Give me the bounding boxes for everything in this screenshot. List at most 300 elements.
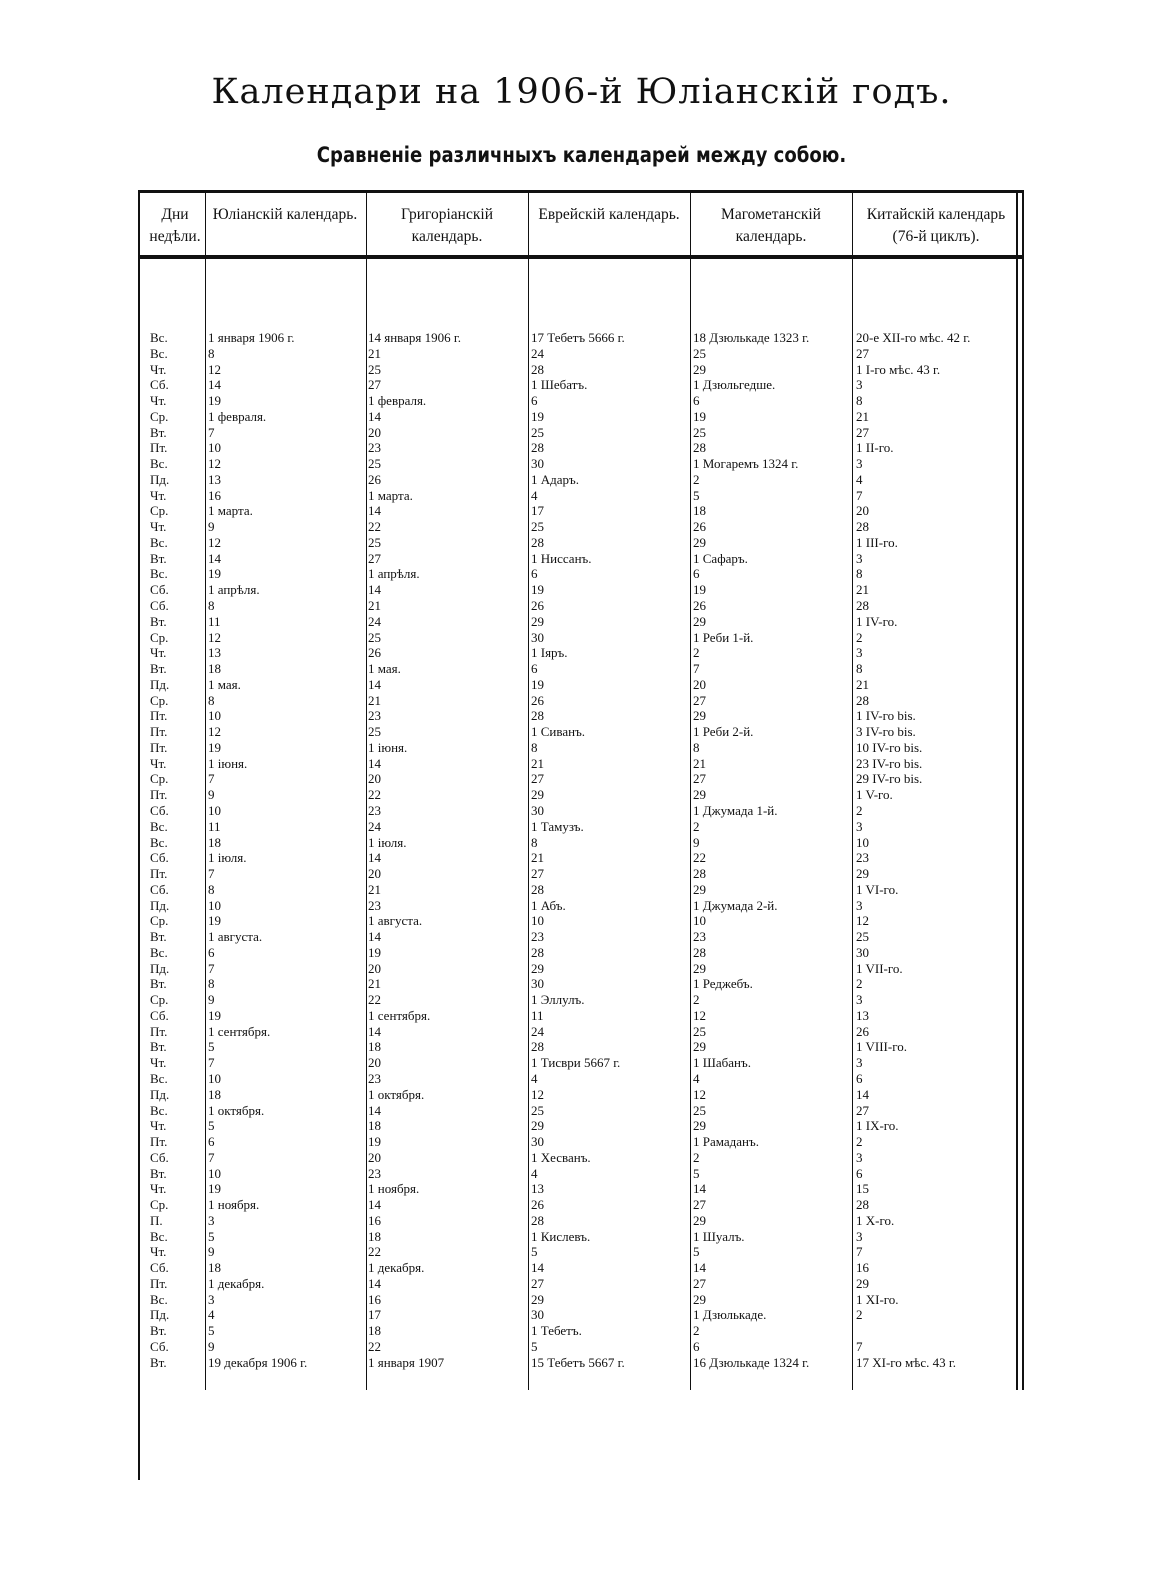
- cell-julian: 6: [208, 1134, 215, 1150]
- cell-chinese: 25: [856, 929, 869, 945]
- cell-chinese: 26: [856, 1023, 869, 1039]
- table-row: [138, 1323, 1028, 1339]
- cell-chinese: 21: [856, 676, 869, 692]
- cell-chinese: 3: [856, 897, 863, 913]
- cell-hebrew: 24: [531, 345, 544, 361]
- cell-weekday: Сб.: [150, 1260, 169, 1276]
- cell-chinese: 15: [856, 1181, 869, 1197]
- cell-julian: 5: [208, 1118, 215, 1134]
- cell-islamic: 2: [693, 992, 700, 1008]
- cell-chinese: 3: [856, 645, 863, 661]
- cell-hebrew: 17: [531, 503, 544, 519]
- cell-gregorian: 22: [368, 519, 381, 535]
- cell-julian: 10: [208, 1165, 221, 1181]
- cell-chinese: 16: [856, 1260, 869, 1276]
- cell-gregorian: 21: [368, 345, 381, 361]
- cell-islamic: 2: [693, 645, 700, 661]
- cell-hebrew: 26: [531, 598, 544, 614]
- cell-gregorian: 14: [368, 676, 381, 692]
- cell-julian: 1 октября.: [208, 1102, 265, 1118]
- cell-islamic: 1 Дзюлькаде.: [693, 1307, 767, 1323]
- cell-weekday: Пт.: [150, 1275, 168, 1291]
- table-row: [138, 992, 1028, 1008]
- cell-gregorian: 21: [368, 598, 381, 614]
- cell-hebrew: 28: [531, 1212, 544, 1228]
- cell-chinese: 3: [856, 818, 863, 834]
- cell-weekday: Сб.: [150, 850, 169, 866]
- cell-weekday: Чт.: [150, 487, 167, 503]
- cell-gregorian: 20: [368, 771, 381, 787]
- cell-hebrew: 4: [531, 1070, 538, 1086]
- cell-gregorian: 1 іюля.: [368, 834, 407, 850]
- cell-islamic: 5: [693, 1165, 700, 1181]
- cell-chinese: 17 XI-го мѣс. 43 г.: [856, 1354, 956, 1370]
- cell-islamic: 29: [693, 1291, 706, 1307]
- cell-julian: 1 мая.: [208, 676, 241, 692]
- cell-chinese: 20: [856, 503, 869, 519]
- cell-weekday: Ср.: [150, 913, 169, 929]
- cell-weekday: Сб.: [150, 377, 169, 393]
- cell-chinese: 1 VIII-го.: [856, 1039, 907, 1055]
- cell-chinese: 29: [856, 1275, 869, 1291]
- cell-hebrew: 1 Адаръ.: [531, 471, 579, 487]
- cell-gregorian: 1 января 1907: [368, 1354, 445, 1370]
- cell-chinese: 23: [856, 850, 869, 866]
- cell-hebrew: 21: [531, 755, 544, 771]
- cell-weekday: Сб.: [150, 582, 169, 598]
- cell-islamic: 26: [693, 519, 706, 535]
- cell-islamic: 27: [693, 692, 706, 708]
- cell-julian: 8: [208, 692, 215, 708]
- cell-julian: 9: [208, 519, 215, 535]
- table-row: [138, 1087, 1028, 1103]
- cell-julian: 3: [208, 1291, 215, 1307]
- table-row: [138, 866, 1028, 882]
- cell-weekday: Вс.: [150, 1228, 168, 1244]
- cell-gregorian: 19: [368, 1134, 381, 1150]
- cell-hebrew: 1 Хесванъ.: [531, 1149, 591, 1165]
- cell-gregorian: 1 марта.: [368, 487, 413, 503]
- cell-islamic: 25: [693, 1102, 706, 1118]
- cell-weekday: Сб.: [150, 1007, 169, 1023]
- cell-weekday: Чт.: [150, 1055, 167, 1071]
- cell-islamic: 1 Могаремъ 1324 г.: [693, 456, 799, 472]
- cell-hebrew: 12: [531, 1086, 544, 1102]
- cell-hebrew: 8: [531, 834, 538, 850]
- cell-hebrew: 28: [531, 881, 544, 897]
- cell-weekday: Вс.: [150, 1070, 168, 1086]
- table-row: [138, 819, 1028, 835]
- cell-chinese: 4: [856, 471, 863, 487]
- cell-chinese: 8: [856, 661, 863, 677]
- cell-gregorian: 23: [368, 440, 381, 456]
- cell-hebrew: 21: [531, 850, 544, 866]
- cell-hebrew: 30: [531, 456, 544, 472]
- cell-islamic: 29: [693, 534, 706, 550]
- cell-gregorian: 22: [368, 992, 381, 1008]
- cell-islamic: 29: [693, 787, 706, 803]
- cell-weekday: Ср.: [150, 992, 169, 1008]
- cell-hebrew: 17 Тебетъ 5666 г.: [531, 330, 625, 345]
- table-row: [138, 1024, 1028, 1040]
- cell-islamic: 2: [693, 471, 700, 487]
- cell-weekday: Чт.: [150, 1181, 167, 1197]
- table-row: [138, 1008, 1028, 1024]
- cell-islamic: 5: [693, 1244, 700, 1260]
- cell-weekday: Сб.: [150, 802, 169, 818]
- table-row: [138, 929, 1028, 945]
- cell-hebrew: 29: [531, 1118, 544, 1134]
- cell-hebrew: 15 Тебетъ 5667 г.: [531, 1354, 625, 1370]
- cell-weekday: Ср.: [150, 629, 169, 645]
- cell-chinese: 3 IV-го bis.: [856, 724, 916, 740]
- cell-chinese: 2: [856, 976, 863, 992]
- cell-julian: 10: [208, 440, 221, 456]
- table-row: [138, 961, 1028, 977]
- cell-weekday: Вс.: [150, 944, 168, 960]
- cell-chinese: 3: [856, 992, 863, 1008]
- cell-weekday: Вт.: [150, 1323, 167, 1339]
- cell-islamic: 5: [693, 487, 700, 503]
- cell-chinese: 21: [856, 408, 869, 424]
- cell-gregorian: 21: [368, 692, 381, 708]
- cell-chinese: 1 I-го мѣс. 43 г.: [856, 361, 941, 377]
- cell-islamic: 8: [693, 739, 700, 755]
- cell-chinese: 6: [856, 1165, 863, 1181]
- cell-islamic: 29: [693, 361, 706, 377]
- cell-gregorian: 14: [368, 755, 381, 771]
- cell-chinese: 1 IV-го.: [856, 613, 898, 629]
- cell-weekday: Ср.: [150, 408, 169, 424]
- cell-chinese: 27: [856, 345, 869, 361]
- cell-chinese: 3: [856, 1149, 863, 1165]
- table-row: [138, 803, 1028, 819]
- cell-hebrew: 28: [531, 1039, 544, 1055]
- cell-islamic: 29: [693, 708, 706, 724]
- cell-weekday: Пт.: [150, 787, 168, 803]
- cell-islamic: 25: [693, 345, 706, 361]
- cell-julian: 11: [208, 818, 221, 834]
- cell-chinese: 6: [856, 1070, 863, 1086]
- cell-weekday: Сб.: [150, 881, 169, 897]
- cell-chinese: 1 V-го.: [856, 787, 893, 803]
- cell-weekday: Вт.: [150, 929, 167, 945]
- cell-gregorian: 23: [368, 1070, 381, 1086]
- cell-hebrew: 28: [531, 534, 544, 550]
- cell-islamic: 1 Дзюльгедше.: [693, 377, 776, 393]
- table-row: [138, 693, 1028, 709]
- cell-weekday: Пт.: [150, 866, 168, 882]
- cell-hebrew: 4: [531, 1165, 538, 1181]
- cell-weekday: Вт.: [150, 1354, 167, 1370]
- cell-islamic: 19: [693, 582, 706, 598]
- cell-islamic: 10: [693, 913, 706, 929]
- cell-islamic: 4: [693, 1070, 700, 1086]
- table-row: [138, 456, 1028, 472]
- cell-gregorian: 22: [368, 1339, 381, 1354]
- cell-gregorian: 1 апрѣля.: [368, 566, 420, 582]
- cell-weekday: Вс.: [150, 330, 168, 345]
- cell-gregorian: 17: [368, 1307, 381, 1323]
- cell-gregorian: 14: [368, 408, 381, 424]
- cell-julian: 4: [208, 1307, 215, 1323]
- table-row: [138, 945, 1028, 961]
- cell-islamic: 1 Реджебъ.: [693, 976, 753, 992]
- cell-julian: 8: [208, 345, 215, 361]
- cell-hebrew: 25: [531, 424, 544, 440]
- cell-weekday: Вс.: [150, 818, 168, 834]
- cell-islamic: 29: [693, 960, 706, 976]
- table-row: [138, 661, 1028, 677]
- table-row: [138, 898, 1028, 914]
- cell-gregorian: 19: [368, 944, 381, 960]
- cell-hebrew: 1 Эллулъ.: [531, 992, 585, 1008]
- cell-hebrew: 30: [531, 1134, 544, 1150]
- cell-hebrew: 29: [531, 960, 544, 976]
- table-row: [138, 1181, 1028, 1197]
- cell-weekday: Вс.: [150, 1291, 168, 1307]
- cell-hebrew: 6: [531, 661, 538, 677]
- cell-hebrew: 27: [531, 1275, 544, 1291]
- cell-weekday: Чт.: [150, 645, 167, 661]
- cell-hebrew: 29: [531, 787, 544, 803]
- cell-julian: 19: [208, 1007, 221, 1023]
- cell-weekday: Чт.: [150, 519, 167, 535]
- cell-islamic: 12: [693, 1007, 706, 1023]
- cell-julian: 3: [208, 1212, 215, 1228]
- cell-hebrew: 4: [531, 487, 538, 503]
- table-row: [138, 488, 1028, 504]
- cell-islamic: 16 Дзюлькаде 1324 г.: [693, 1354, 810, 1370]
- header-chinese: Китайскій календарь (76-й циклъ).: [866, 206, 1006, 245]
- cell-gregorian: 25: [368, 534, 381, 550]
- cell-weekday: Вс.: [150, 834, 168, 850]
- cell-hebrew: 19: [531, 408, 544, 424]
- cell-weekday: Сб.: [150, 1339, 169, 1354]
- cell-weekday: П.: [150, 1212, 163, 1228]
- cell-weekday: Вт.: [150, 1165, 167, 1181]
- cell-hebrew: 8: [531, 739, 538, 755]
- cell-chinese: 1 VI-го.: [856, 881, 899, 897]
- table-row: [138, 535, 1028, 551]
- table-row: [138, 1213, 1028, 1229]
- table-row: [138, 614, 1028, 630]
- cell-gregorian: 25: [368, 629, 381, 645]
- table-row: [138, 1055, 1028, 1071]
- cell-chinese: 3: [856, 377, 863, 393]
- cell-hebrew: 1 Кислевъ.: [531, 1228, 591, 1244]
- cell-gregorian: 22: [368, 1244, 381, 1260]
- cell-chinese: 1 IV-го bis.: [856, 708, 916, 724]
- cell-gregorian: 1 сентября.: [368, 1007, 431, 1023]
- cell-hebrew: 11: [531, 1007, 544, 1023]
- cell-chinese: 30: [856, 944, 869, 960]
- cell-chinese: 2: [856, 802, 863, 818]
- cell-weekday: Ср.: [150, 771, 169, 787]
- cell-hebrew: 25: [531, 1102, 544, 1118]
- table-row: [138, 835, 1028, 851]
- cell-islamic: 1 Реби 1-й.: [693, 629, 754, 645]
- table-row: [138, 472, 1028, 488]
- table-row: [138, 582, 1028, 598]
- table-row: [138, 787, 1028, 803]
- cell-islamic: 25: [693, 1023, 706, 1039]
- cell-julian: 7: [208, 1149, 215, 1165]
- table-row: [138, 346, 1028, 362]
- cell-hebrew: 1 Абъ.: [531, 897, 566, 913]
- cell-chinese: 28: [856, 598, 869, 614]
- cell-gregorian: 1 августа.: [368, 913, 423, 929]
- table-row: [138, 1150, 1028, 1166]
- cell-islamic: 28: [693, 440, 706, 456]
- cell-hebrew: 25: [531, 519, 544, 535]
- cell-gregorian: 1 ноября.: [368, 1181, 420, 1197]
- cell-weekday: Вс.: [150, 1102, 168, 1118]
- cell-chinese: 23 IV-го bis.: [856, 755, 923, 771]
- table-row: [138, 566, 1028, 582]
- cell-gregorian: 16: [368, 1291, 381, 1307]
- cell-gregorian: 23: [368, 802, 381, 818]
- cell-chinese: 1 III-го.: [856, 534, 898, 550]
- cell-gregorian: 26: [368, 471, 381, 487]
- cell-gregorian: 23: [368, 708, 381, 724]
- cell-julian: 16: [208, 487, 221, 503]
- table-row: [138, 1276, 1028, 1292]
- cell-chinese: 2: [856, 629, 863, 645]
- table-row: [138, 630, 1028, 646]
- cell-weekday: Чт.: [150, 1244, 167, 1260]
- cell-julian: 1 сентября.: [208, 1023, 271, 1039]
- cell-julian: 18: [208, 661, 221, 677]
- table-row: [138, 1292, 1028, 1308]
- cell-islamic: 12: [693, 1086, 706, 1102]
- cell-julian: 1 декабря.: [208, 1275, 265, 1291]
- header-islamic: Магометанскій календарь.: [721, 206, 821, 245]
- cell-julian: 1 апрѣля.: [208, 582, 260, 598]
- cell-hebrew: 30: [531, 629, 544, 645]
- cell-weekday: Пд.: [150, 960, 170, 976]
- cell-hebrew: 30: [531, 976, 544, 992]
- cell-weekday: Сб.: [150, 598, 169, 614]
- cell-chinese: 28: [856, 519, 869, 535]
- cell-islamic: 29: [693, 1118, 706, 1134]
- header-weekday: Дни недѣли.: [149, 206, 201, 245]
- cell-gregorian: 1 февраля.: [368, 393, 427, 409]
- cell-weekday: Пд.: [150, 897, 170, 913]
- cell-hebrew: 26: [531, 1197, 544, 1213]
- cell-julian: 5: [208, 1323, 215, 1339]
- cell-julian: 18: [208, 834, 221, 850]
- cell-islamic: 21: [693, 755, 706, 771]
- calendar-table: [138, 190, 1028, 1480]
- cell-julian: 1 февраля.: [208, 408, 267, 424]
- cell-chinese: 12: [856, 913, 869, 929]
- table-row: [138, 708, 1028, 724]
- cell-gregorian: 16: [368, 1212, 381, 1228]
- table-row: [138, 503, 1028, 519]
- cell-gregorian: 26: [368, 645, 381, 661]
- cell-chinese: 1 VII-го.: [856, 960, 903, 976]
- cell-chinese: 28: [856, 1197, 869, 1213]
- table-row: [138, 1229, 1028, 1245]
- cell-chinese: 1 II-го.: [856, 440, 894, 456]
- table-row: [138, 440, 1028, 456]
- cell-islamic: 18 Дзюлькаде 1323 г.: [693, 330, 810, 345]
- cell-hebrew: 1 Ниссанъ.: [531, 550, 592, 566]
- table-row: [138, 519, 1028, 535]
- cell-julian: 12: [208, 629, 221, 645]
- cell-hebrew: 1 Сиванъ.: [531, 724, 586, 740]
- cell-gregorian: 14: [368, 1275, 381, 1291]
- cell-julian: 9: [208, 1244, 215, 1260]
- cell-gregorian: 22: [368, 787, 381, 803]
- cell-hebrew: 1 Шебатъ.: [531, 377, 588, 393]
- table-row: [138, 1118, 1028, 1134]
- cell-gregorian: 25: [368, 361, 381, 377]
- table-row: [138, 771, 1028, 787]
- cell-gregorian: 27: [368, 550, 381, 566]
- cell-hebrew: 1 Тисври 5667 г.: [531, 1055, 621, 1071]
- cell-gregorian: 20: [368, 1055, 381, 1071]
- table-row: [138, 551, 1028, 567]
- cell-hebrew: 1 Тебетъ.: [531, 1323, 582, 1339]
- cell-chinese: 2: [856, 1307, 863, 1323]
- cell-hebrew: 6: [531, 393, 538, 409]
- cell-chinese: 3: [856, 550, 863, 566]
- table-row: [138, 362, 1028, 378]
- header-hebrew: Еврейскій календарь.: [538, 206, 680, 223]
- table-row: [138, 756, 1028, 772]
- cell-gregorian: 20: [368, 1149, 381, 1165]
- cell-islamic: 9: [693, 834, 700, 850]
- cell-gregorian: 25: [368, 724, 381, 740]
- cell-gregorian: 21: [368, 881, 381, 897]
- cell-julian: 7: [208, 960, 215, 976]
- cell-islamic: 22: [693, 850, 706, 866]
- cell-hebrew: 19: [531, 676, 544, 692]
- cell-chinese: 1 X-го.: [856, 1212, 895, 1228]
- cell-islamic: 27: [693, 1275, 706, 1291]
- table-row: [138, 1355, 1028, 1371]
- cell-chinese: 7: [856, 1244, 863, 1260]
- cell-gregorian: 14: [368, 929, 381, 945]
- table-row: [138, 976, 1028, 992]
- cell-islamic: 19: [693, 408, 706, 424]
- cell-islamic: 2: [693, 1323, 700, 1339]
- table-row: [138, 598, 1028, 614]
- cell-julian: 12: [208, 361, 221, 377]
- cell-julian: 8: [208, 598, 215, 614]
- cell-gregorian: 14: [368, 1023, 381, 1039]
- cell-weekday: Ср.: [150, 503, 169, 519]
- cell-gregorian: 1 октября.: [368, 1086, 425, 1102]
- table-row: [138, 850, 1028, 866]
- cell-gregorian: 14: [368, 1197, 381, 1213]
- cell-weekday: Вт.: [150, 550, 167, 566]
- table-row: [138, 1197, 1028, 1213]
- cell-julian: 9: [208, 1339, 215, 1354]
- cell-weekday: Вт.: [150, 976, 167, 992]
- cell-julian: 1 ноября.: [208, 1197, 260, 1213]
- cell-julian: 12: [208, 534, 221, 550]
- cell-chinese: 1 IX-го.: [856, 1118, 899, 1134]
- cell-islamic: 1 Рамаданъ.: [693, 1134, 759, 1150]
- cell-julian: 5: [208, 1228, 215, 1244]
- cell-hebrew: 6: [531, 566, 538, 582]
- cell-weekday: Сб.: [150, 1149, 169, 1165]
- table-row: [138, 1244, 1028, 1260]
- cell-weekday: Пт.: [150, 1023, 168, 1039]
